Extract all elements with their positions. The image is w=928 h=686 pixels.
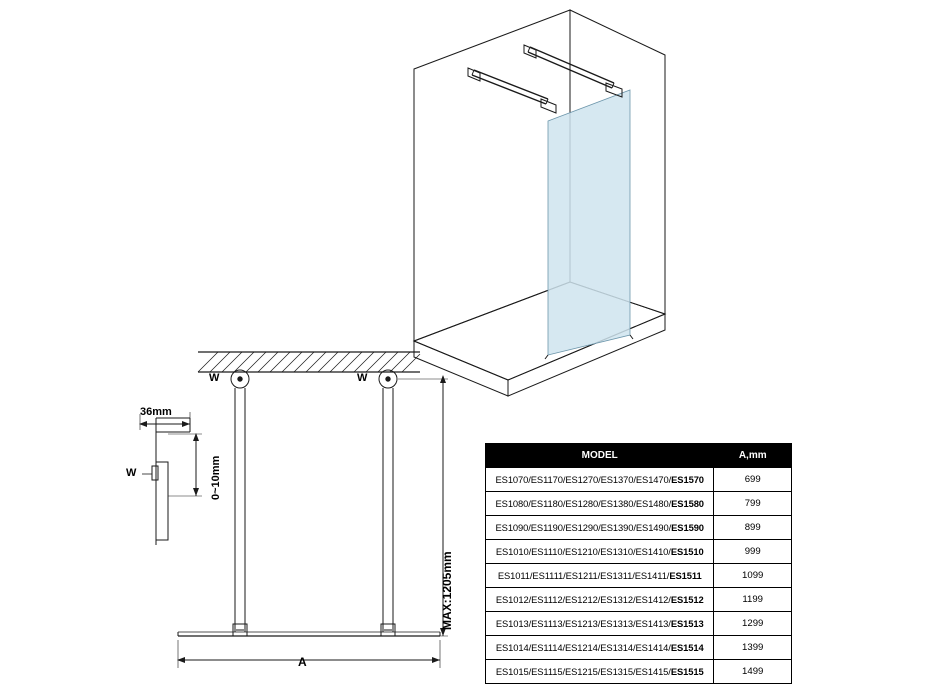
table-row [486,468,792,492]
table-row [486,492,792,516]
cell-a: 1099 [714,564,792,588]
cell-model: ES1014/ES1114/ES1214/ES1314/ES1414/ES1514 [486,636,714,660]
table-body [486,468,792,684]
table-row [486,516,792,540]
model-spec-table [485,443,792,684]
label-w-top-right: W [357,372,368,384]
cell-model: ES1070/ES1170/ES1270/ES1370/ES1470/ES1570 [486,468,714,492]
table-row [486,636,792,660]
cell-a: 699 [714,468,792,492]
cell-model: ES1080/ES1180/ES1280/ES1380/ES1480/ES1580 [486,492,714,516]
table-row [486,588,792,612]
cell-model: ES1013/ES1113/ES1213/ES1313/ES1413/ES1513 [486,612,714,636]
cell-model: ES1011/ES1111/ES1211/ES1311/ES1411/ES1511 [486,564,714,588]
cell-a: 1499 [714,660,792,684]
label-w-top-left: W [209,372,220,384]
table-header-model: MODEL [486,444,714,468]
dimension-max-height: MAX:1205mm [440,551,454,630]
label-w-detail: W [126,467,137,479]
cell-model: ES1090/ES1190/ES1290/ES1390/ES1490/ES1590 [486,516,714,540]
dimension-36mm: 36mm [140,406,172,418]
wall-bracket-detail-view [140,412,202,545]
table-header-a: A,mm [714,444,792,468]
cell-a: 799 [714,492,792,516]
table-row [486,564,792,588]
table-row [486,540,792,564]
cell-a: 999 [714,540,792,564]
cell-model: ES1012/ES1112/ES1212/ES1312/ES1412/ES1512 [486,588,714,612]
table-row [486,660,792,684]
dimension-a: A [298,655,307,669]
cell-a: 1299 [714,612,792,636]
front-elevation-view [178,352,448,668]
cell-model: ES1015/ES1115/ES1215/ES1315/ES1415/ES1515 [486,660,714,684]
table-header-row [486,444,792,468]
cell-a: 1399 [714,636,792,660]
cell-a: 1199 [714,588,792,612]
table-row [486,612,792,636]
dimension-gap-0-10mm: 0~10mm [210,455,222,500]
isometric-view [414,10,665,396]
cell-model: ES1010/ES1110/ES1210/ES1310/ES1410/ES1510 [486,540,714,564]
cell-a: 899 [714,516,792,540]
